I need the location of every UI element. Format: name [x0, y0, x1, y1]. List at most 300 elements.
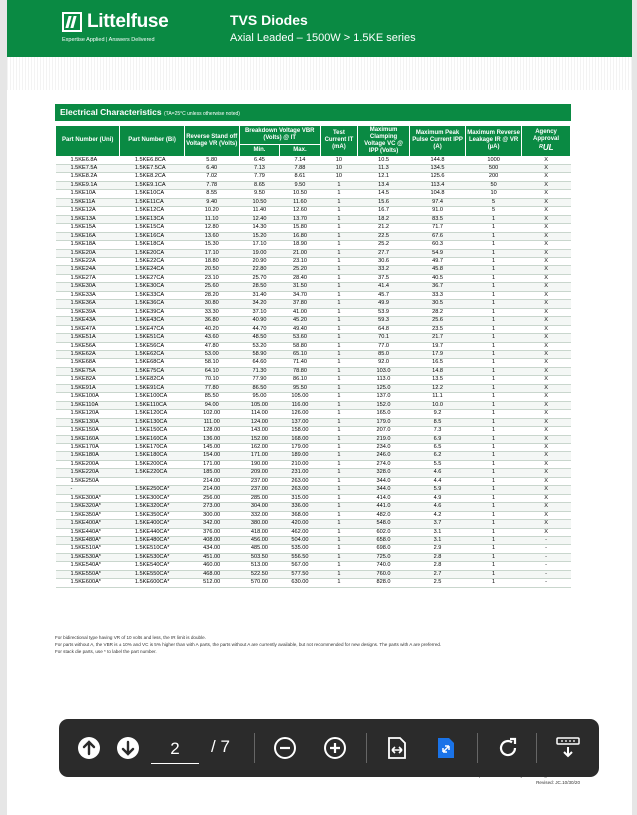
col-header-ipp: Maximum Peak Pulse Current IPP (A) [410, 126, 466, 157]
table-row [56, 443, 571, 451]
table-cell: 64.60 [239, 359, 279, 367]
table-cell: 1.5KE130A [56, 418, 120, 426]
table-cell: 12.60 [280, 207, 321, 215]
table-cell: 1 [320, 207, 357, 215]
table-cell: 7.14 [280, 156, 321, 164]
table-cell: X [522, 435, 571, 443]
table-cell: - [522, 579, 571, 587]
table-cell: 1 [320, 401, 357, 409]
table-cell: X [522, 460, 571, 468]
table-cell: 111.00 [184, 418, 239, 426]
table-row [56, 401, 571, 409]
table-cell: 1.5KE33A [56, 291, 120, 299]
table-cell: 33.2 [358, 266, 410, 274]
table-cell: 21.2 [358, 224, 410, 232]
arrow-up-icon [77, 736, 101, 760]
table-cell: 1 [320, 283, 357, 291]
table-cell: 1 [320, 511, 357, 519]
col-header-vbr: Breakdown Voltage VBR (Volts) @ IT [239, 126, 320, 145]
table-cell: 8.5 [410, 418, 466, 426]
table-cell: 602.0 [358, 528, 410, 536]
table-row [56, 241, 571, 249]
next-page-button[interactable] [115, 719, 141, 777]
table-cell: 113.4 [410, 181, 466, 189]
table-cell: 83.5 [410, 215, 466, 223]
table-cell: 1 [320, 545, 357, 553]
more-options-button[interactable] [554, 719, 582, 777]
table-cell: X [522, 190, 571, 198]
table-cell: 11.1 [410, 393, 466, 401]
table-cell: - [522, 570, 571, 578]
zoom-out-button[interactable] [272, 719, 298, 777]
table-cell: 1.5KE18CA [120, 241, 184, 249]
table-cell: 1.5KE400CA* [120, 520, 184, 528]
table-cell: 15.6 [358, 198, 410, 206]
table-cell: 1 [320, 274, 357, 282]
table-cell: 503.50 [239, 553, 279, 561]
table-cell: 7.78 [184, 181, 239, 189]
table-cell: 185.00 [184, 469, 239, 477]
table-row [56, 579, 571, 587]
table-cell: 2.9 [410, 545, 466, 553]
table-cell: 1.5KE480CA* [120, 536, 184, 544]
table-cell: 434.00 [184, 545, 239, 553]
header-pattern-band [7, 57, 632, 90]
table-cell: 13.70 [280, 215, 321, 223]
table-cell: 1 [466, 443, 522, 451]
table-cell: X [522, 241, 571, 249]
table-cell: 49.9 [358, 300, 410, 308]
table-cell: 1 [466, 376, 522, 384]
table-cell: 21.00 [280, 249, 321, 257]
table-row [56, 553, 571, 561]
table-cell: 7.3 [410, 427, 466, 435]
table-cell: 1 [320, 528, 357, 536]
table-cell: 23.10 [280, 258, 321, 266]
table-cell: 482.0 [358, 511, 410, 519]
note-line: For bidirectional type having VR of 10 volts and less, the IR limit is double. [55, 635, 206, 640]
table-cell: 37.10 [239, 308, 279, 316]
table-row [56, 469, 571, 477]
table-cell: 103.0 [358, 367, 410, 375]
table-cell: 1.5KE180A [56, 452, 120, 460]
table-row [56, 452, 571, 460]
fit-width-button[interactable] [384, 719, 410, 777]
page-header [7, 0, 632, 57]
table-cell: 53.20 [239, 342, 279, 350]
table-cell: 11.3 [358, 165, 410, 173]
fit-page-icon [435, 736, 457, 760]
table-cell: 136.00 [184, 435, 239, 443]
toolbar-divider [536, 733, 537, 763]
table-cell: 420.00 [280, 520, 321, 528]
arrow-down-icon [116, 736, 140, 760]
table-cell: 1.5KE10A [56, 190, 120, 198]
table-row [56, 232, 571, 240]
table-row [56, 334, 571, 342]
table-cell: - [522, 536, 571, 544]
table-cell: 304.00 [239, 503, 279, 511]
note-line: For parts without A, the VBR is ± 10% and VC is 5% higher than with A parts, the parts without A are currently available, but not recommended for new designs. The parts with A are preferred. [55, 642, 442, 647]
table-cell: 30.5 [410, 300, 466, 308]
table-cell: 1.5KE250CA* [120, 486, 184, 494]
table-cell: X [522, 300, 571, 308]
table-cell: X [522, 477, 571, 485]
table-cell: 85.0 [358, 350, 410, 358]
table-cell: X [522, 528, 571, 536]
table-cell: 86.10 [280, 376, 321, 384]
table-cell: 1.5KE43CA [120, 317, 184, 325]
table-cell: 1.5KE120CA [120, 410, 184, 418]
table-cell: 1.5KE62CA [120, 350, 184, 358]
table-cell: 1.5KE10CA [120, 190, 184, 198]
table-cell: 70.10 [184, 376, 239, 384]
table-cell: 16.5 [410, 359, 466, 367]
table-cell: 77.80 [184, 384, 239, 392]
table-cell: 740.0 [358, 562, 410, 570]
table-cell: 1 [320, 198, 357, 206]
table-cell: 20.50 [184, 266, 239, 274]
table-cell: 10.0 [410, 401, 466, 409]
table-cell: 162.00 [239, 443, 279, 451]
table-cell: 25.70 [239, 274, 279, 282]
table-cell: 1.5KE22A [56, 258, 120, 266]
table-cell: 1 [320, 427, 357, 435]
table-cell: 15.20 [239, 232, 279, 240]
table-cell: 71.7 [410, 224, 466, 232]
table-cell: 1 [466, 367, 522, 375]
section-condition: (TA=25°C unless otherwise noted) [163, 111, 240, 117]
table-cell: 1.5KE51CA [120, 334, 184, 342]
table-row [56, 300, 571, 308]
table-cell: 1.5KE20CA [120, 249, 184, 257]
table-cell: 28.40 [280, 274, 321, 282]
col-header-vc: Maximum Clamping Voltage VC @ IPP (Volts) [358, 126, 410, 157]
table-cell: X [522, 249, 571, 257]
table-cell: 1.5KE120A [56, 410, 120, 418]
table-cell: 171.00 [239, 452, 279, 460]
table-cell: 19.00 [239, 249, 279, 257]
table-cell: 5 [466, 198, 522, 206]
table-cell: 1.5KE540CA* [120, 562, 184, 570]
table-row [56, 156, 571, 164]
section-title-bar [55, 104, 571, 121]
table-cell: X [522, 181, 571, 189]
toolbar-divider [366, 733, 367, 763]
table-cell: 368.00 [280, 511, 321, 519]
table-cell: 1 [466, 545, 522, 553]
table-cell: 1 [466, 494, 522, 502]
table-cell: 113.0 [358, 376, 410, 384]
table-cell: 1.5KE320CA* [120, 503, 184, 511]
brand-tagline: Expertise Applied | Answers Delivered [62, 37, 155, 43]
table-cell: 168.00 [280, 435, 321, 443]
table-cell: 165.0 [358, 410, 410, 418]
table-cell: 273.00 [184, 503, 239, 511]
table-cell: 154.00 [184, 452, 239, 460]
table-cell: 1 [466, 477, 522, 485]
table-cell: 315.00 [280, 494, 321, 502]
table-row [56, 308, 571, 316]
table-cell: X [522, 452, 571, 460]
table-cell: 1 [466, 384, 522, 392]
electrical-characteristics-table [55, 125, 571, 588]
table-cell: 67.6 [410, 232, 466, 240]
toolbar-divider [254, 733, 255, 763]
table-cell: 1.5KE18A [56, 241, 120, 249]
table-cell: 53.9 [358, 308, 410, 316]
table-cell: 18.2 [358, 215, 410, 223]
table-row [56, 258, 571, 266]
table-cell: 4.9 [410, 494, 466, 502]
table-cell: 1.5KE75CA [120, 367, 184, 375]
table-cell: 14.5 [358, 190, 410, 198]
table-row [56, 342, 571, 350]
table-cell: 1 [320, 350, 357, 358]
table-cell: 1.5KE440CA* [120, 528, 184, 536]
table-row [56, 249, 571, 257]
table-cell: 1.5KE540A* [56, 562, 120, 570]
table-cell: 49.40 [280, 325, 321, 333]
table-cell: 1.5KE15A [56, 224, 120, 232]
table-cell: 143.00 [239, 427, 279, 435]
table-cell: 237.00 [239, 477, 279, 485]
table-cell: 64.10 [184, 367, 239, 375]
table-row [56, 520, 571, 528]
table-row [56, 435, 571, 443]
table-cell: 1 [320, 562, 357, 570]
table-cell: 18.80 [184, 258, 239, 266]
table-cell: 4.4 [410, 477, 466, 485]
table-cell: X [522, 215, 571, 223]
table-cell: 17.9 [410, 350, 466, 358]
table-cell: 10.50 [280, 190, 321, 198]
table-cell: 1 [466, 300, 522, 308]
table-cell: 1.5KE11A [56, 198, 120, 206]
table-cell: - [522, 562, 571, 570]
table-cell: 1 [466, 350, 522, 358]
table-row [56, 477, 571, 485]
table-cell: 4.2 [410, 511, 466, 519]
table-cell: 19.7 [410, 342, 466, 350]
table-cell: 179.00 [280, 443, 321, 451]
table-row [56, 427, 571, 435]
table-cell: 28.20 [184, 291, 239, 299]
table-cell: 1.5KE200CA [120, 460, 184, 468]
table-cell: X [522, 224, 571, 232]
table-cell: 512.00 [184, 579, 239, 587]
table-cell: 17.10 [239, 241, 279, 249]
table-cell: 1 [466, 469, 522, 477]
rotate-button[interactable] [495, 719, 521, 777]
table-cell: 1 [466, 291, 522, 299]
table-cell: 45.7 [358, 291, 410, 299]
table-cell: 1 [320, 317, 357, 325]
table-cell: 630.00 [280, 579, 321, 587]
table-cell: X [522, 503, 571, 511]
table-cell: 1 [466, 511, 522, 519]
table-cell: 1.5KE8.2CA [120, 173, 184, 181]
table-cell: 43.60 [184, 334, 239, 342]
table-cell: 4.6 [410, 503, 466, 511]
table-cell: 567.00 [280, 562, 321, 570]
table-cell: 114.00 [239, 410, 279, 418]
table-cell: 1 [320, 579, 357, 587]
table-cell: 41.00 [280, 308, 321, 316]
table-cell: 1.5KE11CA [120, 198, 184, 206]
table-cell: 23.5 [410, 325, 466, 333]
table-cell: 456.00 [239, 536, 279, 544]
col-header-part-uni: Part Number (Uni) [56, 126, 120, 157]
table-cell: 1 [320, 384, 357, 392]
table-notes [55, 634, 575, 655]
table-cell: 1.5KE130CA [120, 418, 184, 426]
table-cell: 9.40 [184, 198, 239, 206]
table-cell: X [522, 156, 571, 164]
table-cell: 1 [320, 520, 357, 528]
table-cell: 9.2 [410, 410, 466, 418]
table-cell: 41.4 [358, 283, 410, 291]
table-row [56, 181, 571, 189]
table-cell: 28.50 [239, 283, 279, 291]
table-cell: 1 [320, 494, 357, 502]
table-cell: - [522, 545, 571, 553]
table-row [56, 224, 571, 232]
table-cell: 144.8 [410, 156, 466, 164]
fit-page-button[interactable] [433, 719, 459, 777]
table-cell: X [522, 342, 571, 350]
table-cell: 1 [466, 460, 522, 468]
table-cell: 1.5KE16A [56, 232, 120, 240]
table-row [56, 173, 571, 181]
table-cell: 1 [466, 435, 522, 443]
table-cell: 1.5KE160CA [120, 435, 184, 443]
table-cell: 1.5KE56A [56, 342, 120, 350]
table-cell: 1.5KE510CA* [120, 545, 184, 553]
table-cell: 1.5KE320A* [56, 503, 120, 511]
table-cell: 1 [466, 359, 522, 367]
table-cell: 1 [466, 562, 522, 570]
table-cell: 285.00 [239, 494, 279, 502]
table-row [56, 215, 571, 223]
table-cell: X [522, 173, 571, 181]
table-cell: 30.80 [184, 300, 239, 308]
table-cell: 1.5KE39A [56, 308, 120, 316]
table-cell: 1 [320, 232, 357, 240]
table-cell: 1 [466, 418, 522, 426]
table-cell: 11.40 [239, 207, 279, 215]
table-cell: 71.40 [280, 359, 321, 367]
table-row [56, 393, 571, 401]
table-cell: 6.40 [184, 165, 239, 173]
table-cell: 1 [320, 241, 357, 249]
table-cell: 2.5 [410, 579, 466, 587]
table-cell: 344.0 [358, 486, 410, 494]
table-cell: 179.0 [358, 418, 410, 426]
table-cell: 1 [320, 536, 357, 544]
table-cell: 60.3 [410, 241, 466, 249]
table-cell: 31.50 [280, 283, 321, 291]
table-cell: X [522, 274, 571, 282]
table-cell: 300.00 [184, 511, 239, 519]
table-cell: 105.00 [280, 393, 321, 401]
table-cell: 77.0 [358, 342, 410, 350]
table-cell: 92.0 [358, 359, 410, 367]
table-body [56, 156, 571, 587]
previous-page-button[interactable] [76, 719, 102, 777]
table-cell: 1 [320, 443, 357, 451]
table-cell: 1.5KE51A [56, 334, 120, 342]
table-cell: 1 [320, 460, 357, 468]
table-cell: 6.5 [410, 443, 466, 451]
table-cell: 7.79 [239, 173, 279, 181]
table-cell: 1 [466, 503, 522, 511]
table-cell: 1.5KE110A [56, 401, 120, 409]
section-title: Electrical Characteristics [60, 107, 162, 117]
table-cell: 1 [320, 418, 357, 426]
table-cell: 1 [320, 359, 357, 367]
table-row [56, 384, 571, 392]
table-cell: X [522, 317, 571, 325]
zoom-in-button[interactable] [322, 719, 348, 777]
table-cell: 1 [320, 503, 357, 511]
table-cell: 1.5KE15CA [120, 224, 184, 232]
table-cell: X [522, 232, 571, 240]
table-cell: 71.30 [239, 367, 279, 375]
table-cell: 9.50 [280, 181, 321, 189]
brand-name: Littelfuse [87, 11, 169, 32]
table-cell: 31.40 [239, 291, 279, 299]
table-row [56, 503, 571, 511]
table-cell: 5.5 [410, 460, 466, 468]
table-cell: 126.00 [280, 410, 321, 418]
table-cell: 570.00 [239, 579, 279, 587]
table-cell: 418.00 [239, 528, 279, 536]
table-cell: 1 [466, 486, 522, 494]
table-cell: 125.6 [410, 173, 466, 181]
table-cell: 1.5KE180CA [120, 452, 184, 460]
table-cell: 40.20 [184, 325, 239, 333]
table-cell: 504.00 [280, 536, 321, 544]
table-cell: 97.4 [410, 198, 466, 206]
table-cell: 37.5 [358, 274, 410, 282]
table-cell: X [522, 359, 571, 367]
table-cell: 1.5KE480A* [56, 536, 120, 544]
table-cell: X [522, 494, 571, 502]
table-cell: 2.8 [410, 562, 466, 570]
page-number-input[interactable] [151, 735, 199, 764]
col-header-vr: Reverse Stand off Voltage VR (Volts) [184, 126, 239, 157]
table-cell: 37.80 [280, 300, 321, 308]
table-cell: 414.0 [358, 494, 410, 502]
table-cell: 12.1 [358, 173, 410, 181]
table-cell: 1.5KE530A* [56, 553, 120, 561]
table-cell: 1 [320, 367, 357, 375]
table-cell: 8.65 [239, 181, 279, 189]
littelfuse-logo-icon [62, 12, 82, 32]
table-row [56, 198, 571, 206]
table-row [56, 376, 571, 384]
table-cell: 1.5KE510A* [56, 545, 120, 553]
table-cell: 1.5KE82A [56, 376, 120, 384]
table-cell: 1 [320, 435, 357, 443]
table-cell: 1 [466, 579, 522, 587]
table-cell: 256.00 [184, 494, 239, 502]
page-title: TVS Diodes [230, 12, 308, 28]
table-cell: X [522, 198, 571, 206]
table-cell: 462.00 [280, 528, 321, 536]
table-cell: 214.00 [184, 486, 239, 494]
